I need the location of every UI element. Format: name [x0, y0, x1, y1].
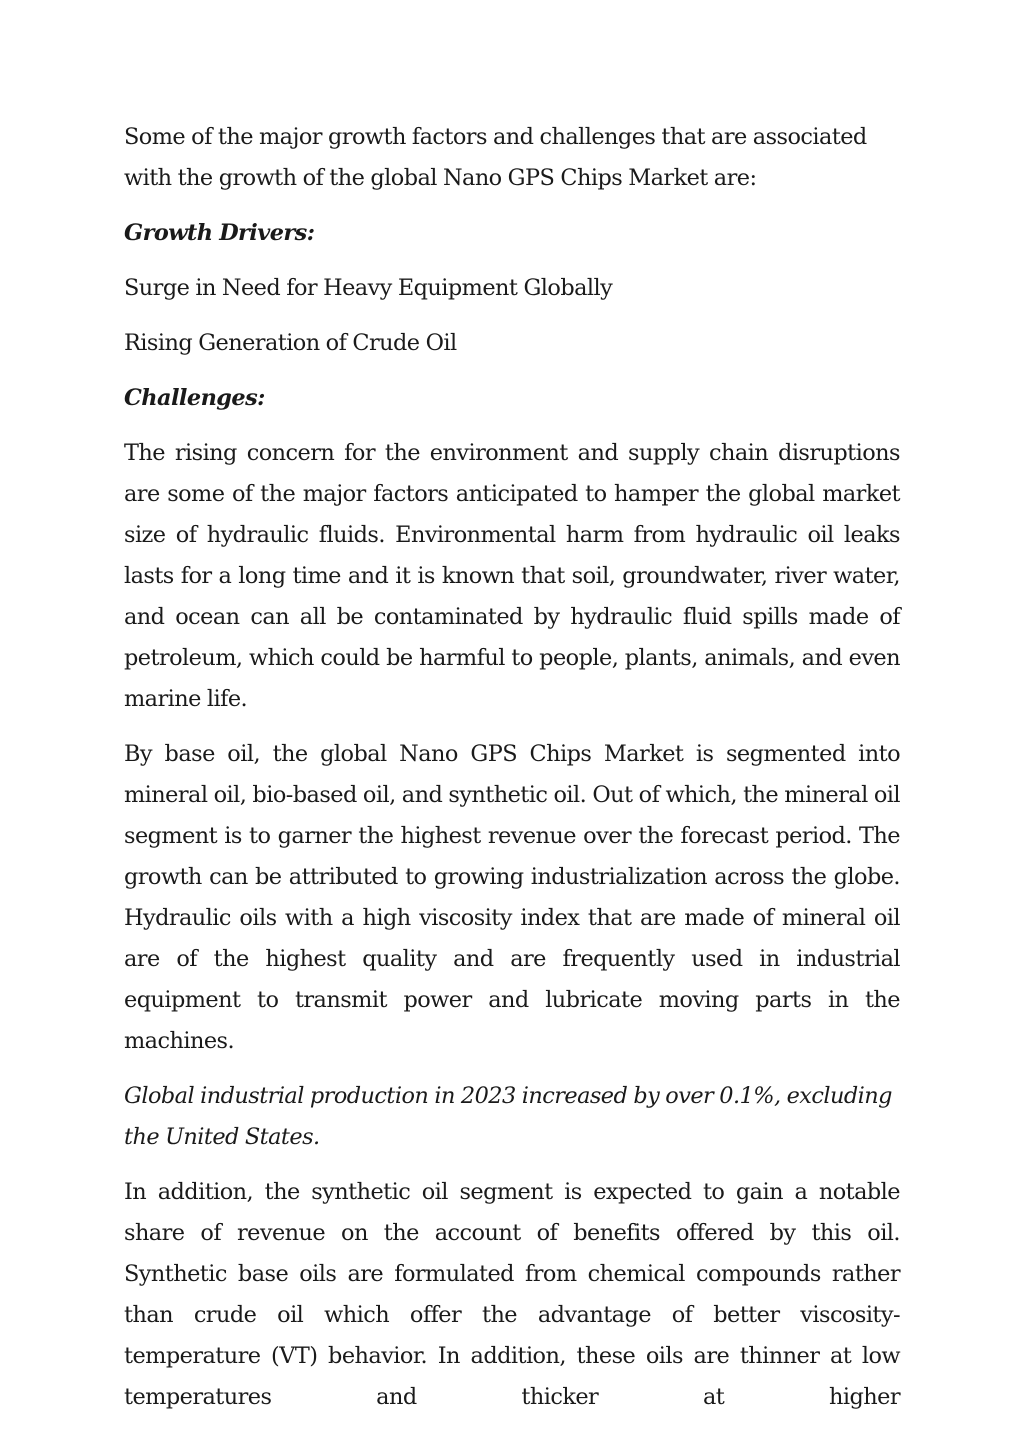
challenges-heading: Challenges:	[124, 385, 265, 411]
growth-driver-item: Rising Generation of Crude Oil	[124, 330, 457, 356]
document-page	[124, 117, 900, 1432]
synthetic-oil-paragraph: In addition, the synthetic oil segment is expected to gain a notable share of revenue on the account of benefits offered by this oil. Synthetic base oils are formulated from chemical compounds rather than crude oil which offer the advantage of better viscosity-temperature (VT) behavior. In addition, these oils are thinner at low temperatures and thicker at higher	[124, 1179, 900, 1410]
intro-paragraph: Some of the major growth factors and challenges that are associated with the growth of the global Nano GPS Chips Market are:	[124, 124, 867, 191]
base-oil-paragraph: By base oil, the global Nano GPS Chips Market is segmented into mineral oil, bio-based oil, and synthetic oil. Out of which, the mineral oil segment is to garner the highest revenue over the forecast period. The growth can be attributed to growing industrialization across the globe. Hydraulic oils with a high viscosity index that are made of mineral oil are of the highest quality and are frequently used in industrial equipment to transmit power and lubricate moving parts in the machines.	[124, 741, 900, 1054]
challenges-paragraph: The rising concern for the environment and supply chain disruptions are some of the major factors anticipated to hamper the global market size of hydraulic fluids. Environmental harm from hydraulic oil leaks lasts for a long time and it is known that soil, groundwater, river water, and ocean can all be contaminated by hydraulic fluid spills made of petroleum, which could be harmful to people, plants, animals, and even marine life.	[124, 440, 900, 712]
growth-driver-item: Surge in Need for Heavy Equipment Globally	[124, 275, 613, 301]
statistic-note: Global industrial production in 2023 increased by over 0.1%, excluding the United States.	[124, 1083, 892, 1150]
growth-drivers-heading: Growth Drivers:	[124, 220, 315, 246]
